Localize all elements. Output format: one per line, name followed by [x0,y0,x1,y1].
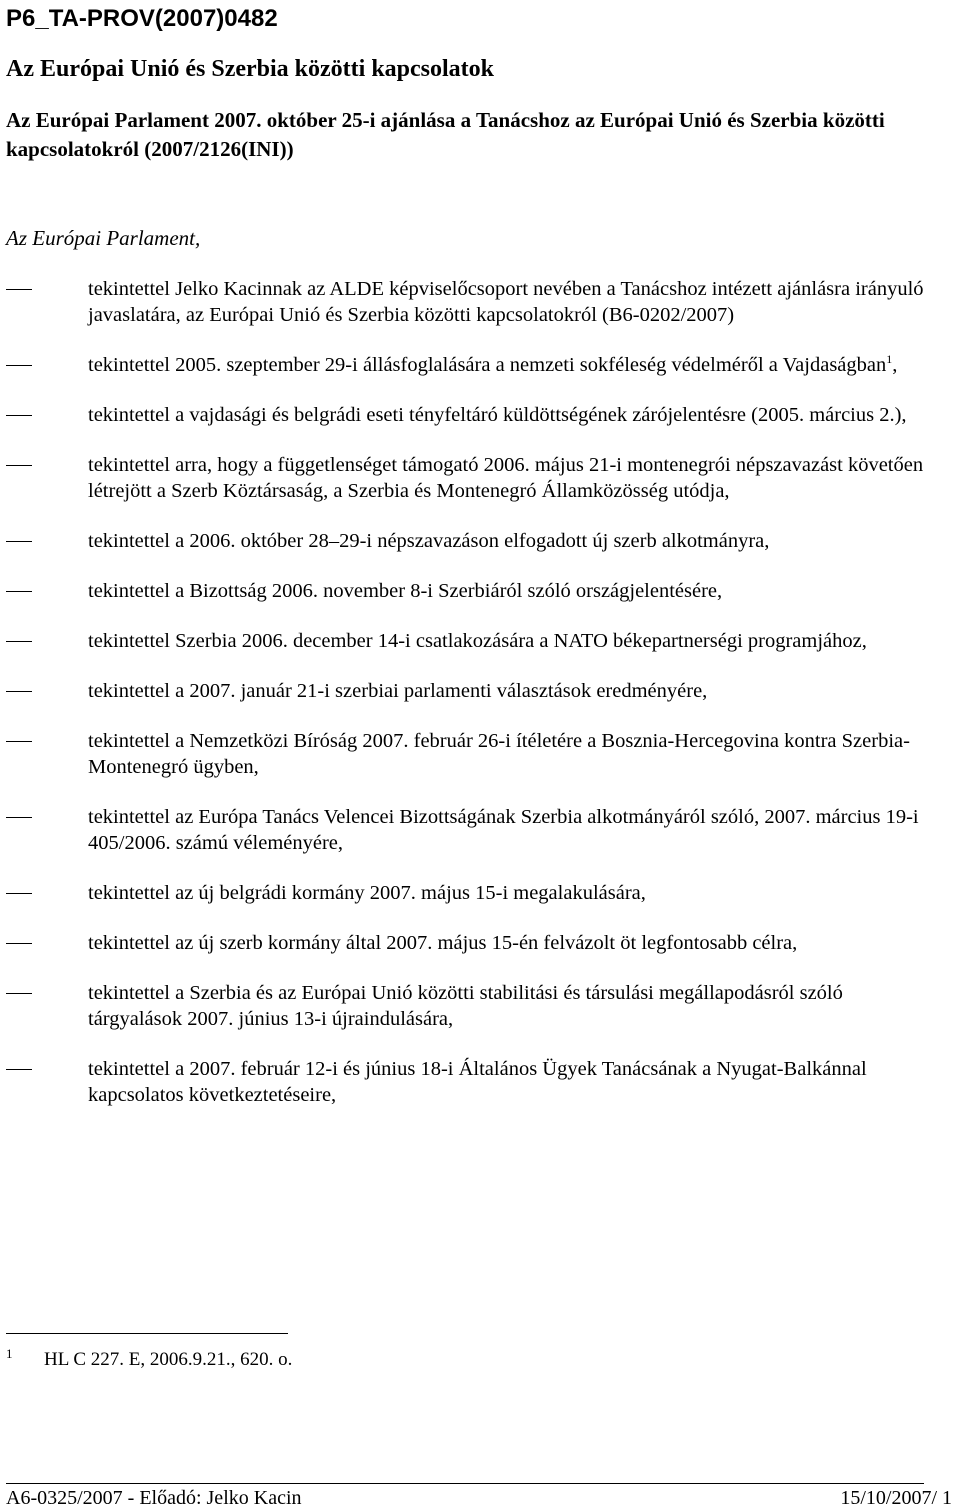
recital-item [6,452,926,504]
footer-document-id: A6-0325/2007 - Előadó: Jelko Kacin [6,1487,302,1509]
recital-item [6,980,926,1032]
recital-text: tekintettel a 2007. február 12-i és június 18-i Általános Ügyek Tanácsának a Nyugat-Balkánnal kapcsolatos következtetéseire, [88,1058,867,1106]
recital-text: tekintettel az új szerb kormány által 2007. május 15-én felvázolt öt legfontosabb célra, [88,932,798,954]
recital-text: tekintettel a vajdasági és belgrádi eseti tényfeltáró küldöttségének zárójelentésre (2005. március 2.), [88,404,907,426]
footnote-divider [6,1333,288,1334]
recital-text: tekintettel 2005. szeptember 29-i állásfoglalására a nemzeti sokféleség védelméről a Vajdaságban [88,354,887,376]
document-title: Az Európai Unió és Szerbia közötti kapcsolatok [6,56,495,82]
recital-item [6,930,926,956]
document-subtitle: Az Európai Parlament 2007. október 25-i ajánlása a Tanácshoz az Európai Unió és Szerbia közötti kapcsolatokról (2007/2126(INI)) [6,108,885,161]
recital-text: tekintettel az Európa Tanács Velencei Bizottságának Szerbia alkotmányáról szóló, 2007. március 19-i 405/2006. számú véleményére, [88,806,919,854]
footnote-text: HL C 227. E, 2006.9.21., 620. o. [44,1349,293,1370]
footnote [6,1346,292,1374]
recital-text: tekintettel a Nemzetközi Bíróság 2007. február 26-i ítéletére a Bosznia-Hercegovina kontra Szerbia-Montenegró ügyben, [88,730,910,778]
recital-text: tekintettel a 2007. január 21-i szerbiai parlamenti választások eredményére, [88,680,708,702]
parliament-heading: Az Európai Parlament, [6,226,201,250]
footnote-number: 1 [6,1346,13,1361]
recital-text: tekintettel a Szerbia és az Európai Unió közötti stabilitási és társulási megállapodásról szóló tárgyalások 2007. június 13-i újraindulására, [88,982,843,1030]
recital-item [6,578,926,604]
footer-divider [6,1483,924,1484]
footer-page-info: 15/10/2007/ 1 [840,1487,952,1509]
recital-text: tekintettel Jelko Kacinnak az ALDE képviselőcsoport nevében a Tanácshoz intézett ajánlásra irányuló javaslatára, az Európai Unió és Szerbia közötti kapcsolatokról (B6-0202/2007) [88,278,924,326]
recital-item [6,1056,926,1108]
recital-item [6,728,926,780]
footnote-marker[interactable]: 1 [886,352,893,367]
recital-suffix: , [892,354,898,376]
recital-item [6,276,926,328]
recitals-list [6,276,926,1132]
recital-item [6,352,926,378]
recital-text: tekintettel Szerbia 2006. december 14-i csatlakozására a NATO békepartnerségi programjához, [88,630,867,652]
recital-item [6,402,926,428]
recital-text: tekintettel arra, hogy a függetlenséget támogató 2006. május 21-i montenegrói népszavazást követően létrejött a Szerb Köztársaság, a Szerbia és Montenegró Államközösség utódja, [88,454,924,502]
recital-item [6,880,926,906]
recital-item [6,528,926,554]
recital-text: tekintettel az új belgrádi kormány 2007. május 15-i megalakulására, [88,882,646,904]
recital-item [6,678,926,704]
document-reference: P6_TA-PROV(2007)0482 [6,5,278,32]
recital-text: tekintettel a 2006. október 28–29-i népszavazáson elfogadott új szerb alkotmányra, [88,530,770,552]
recital-item [6,628,926,654]
recital-text: tekintettel a Bizottság 2006. november 8-i Szerbiáról szóló országjelentésére, [88,580,723,602]
recital-item [6,804,926,856]
